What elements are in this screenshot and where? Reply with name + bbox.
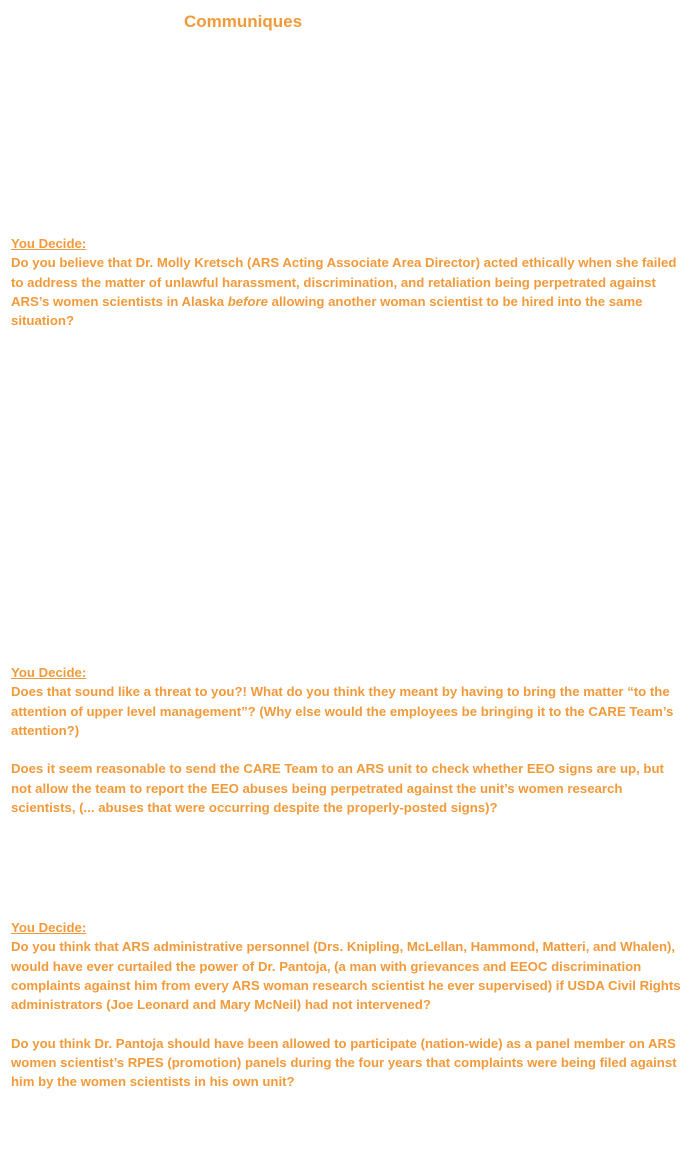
- you-decide-section-3: [11, 918, 683, 1092]
- question-paragraph: [11, 253, 683, 330]
- question-text-part: Do you believe that Dr. Molly Kretsch (ARS Acting Associate Area Director) acted ethically when she failed to address the matter of unlawful harassment, discrimination, and retaliation being perpetrated against ARS’s women scientists in Alaska: [11, 255, 677, 309]
- question-paragraph: Does it seem reasonable to send the CARE Team to an ARS unit to check whether EEO signs are up, but not allow the team to report the EEO abuses being perpetrated against the unit’s women research scientists, (... abuses that were occurring despite the properly-posted signs)?: [11, 761, 664, 816]
- question-paragraph: Does that sound like a threat to you?! What do you think they meant by having to bring the matter “to the attention of upper level management”? (Why else would the employees be bringing it to the CARE Team’s attention?): [11, 684, 674, 738]
- you-decide-section-2: [11, 663, 683, 817]
- question-text-part: allowing another woman scientist to be hired into the same situation?: [11, 293, 643, 329]
- you-decide-label: You Decide:: [11, 920, 87, 935]
- question-paragraph: Do you think that ARS administrative personnel (Drs. Knipling, McLellan, Hammond, Matteri, and Whalen), would have ever curtailed the power of Dr. Pantoja, (a man with grievances and EEOC discrimination complaints against him from every ARS woman research scientist he ever supervised) if USDA Civil Rights administrators (Joe Leonard and Mary McNeil) had not intervened?: [11, 939, 681, 1013]
- question-emphasis: before: [227, 293, 269, 309]
- you-decide-label: You Decide:: [11, 665, 87, 680]
- question-paragraph: Do you think Dr. Pantoja should have been allowed to participate (nation-wide) as a panel member on ARS women scientist’s RPES (promotion) panels during the four years that complaints were being filed against him by the women scientists in his own unit?: [11, 1035, 677, 1090]
- page-title: Communiques: [184, 12, 303, 31]
- you-decide-section-1: [11, 234, 683, 330]
- you-decide-label: You Decide:: [11, 236, 87, 251]
